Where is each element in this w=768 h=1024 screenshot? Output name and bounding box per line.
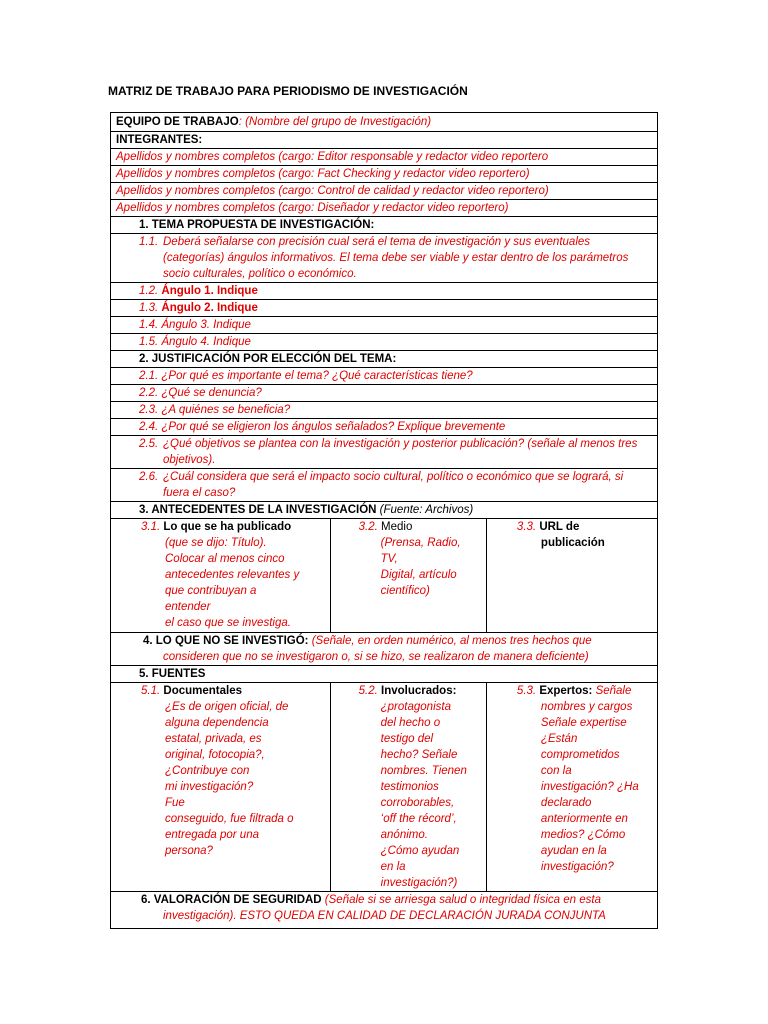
section-2-item-row [111,469,658,502]
col-3-2-line: (Prensa, Radio, [380,537,461,549]
col-5-3-num: 5.3. [516,685,537,697]
col-3-2-body [359,535,481,599]
col-5-3-body [517,699,652,875]
team-label: EQUIPO DE TRABAJO [116,116,239,128]
involved-column [330,683,486,892]
section-2-heading: 2. JUSTIFICACIÓN POR ELECCIÓN DEL TEMA: [111,351,658,368]
col-5-2-line: investigación?) [380,877,458,889]
section-1-item-row [111,334,658,351]
work-matrix-table [110,112,658,929]
col-5-2-line: anónimo. [380,829,428,841]
section-3-heading-row [111,502,658,519]
col-5-3-line: anteriormente en [540,813,628,825]
col-3-2-num: 3.2. [358,521,378,533]
col-5-2-title: Involucrados: [381,685,457,697]
experts-column [486,683,657,892]
item-1-1 [139,234,652,282]
col-5-1-line: ¿Es de origen oficial, de [165,701,289,713]
col-5-1-body [141,699,325,859]
col-3-3-title-2: publicación [540,537,605,549]
col-5-2-line: del hecho o [380,717,441,729]
section-5-columns-row [111,683,658,892]
members-label: INTEGRANTES: [116,134,203,146]
section-4-note-start: (Señale, en orden numérico, al menos tres hechos que [311,635,592,647]
col-5-1-line: original, fotocopia?, [165,749,265,761]
col-3-1-body [141,535,325,631]
col-3-1-title: Lo que se ha publicado [163,521,292,533]
published-column [111,519,331,633]
col-5-1-line: alguna dependencia [165,717,269,729]
section-2-item-row [111,402,658,419]
item-1-1-text: Deberá señalarse con precisión cual será el tema de investigación y sus eventuales (categorías) ángulos informativos. El tema debe ser viable y estar dentro de los parámetros socio culturales, político o económico. [163,236,629,280]
item-2-6 [139,469,652,501]
col-3-1-line: que contribuyan a [165,585,257,597]
member-row [111,200,658,217]
section-2-item-row [111,436,658,469]
section-2-item-row [111,368,658,385]
member-2: Apellidos y nombres completos (cargo: Fact Checking y redactor video reportero) [111,166,658,183]
col-5-3-line: ayudan en la [540,845,607,857]
section-1-item-row [111,234,658,283]
col-5-2-line: corroborables, [380,797,455,809]
team-sep: : [238,116,246,128]
item-2-4: 2.4. ¿Por qué se eligieron los ángulos señalados? Explique brevemente [111,419,658,436]
col-5-1-line: conseguido, fue filtrada o [165,813,294,825]
member-4: Apellidos y nombres completos (cargo: Diseñador y redactor video reportero) [111,200,658,217]
item-2-5-text: ¿Qué objetivos se plantea con la investigación y posterior publicación? (señale al menos tres objetivos). [163,438,638,466]
member-row [111,166,658,183]
col-5-3-line: nombres y cargos [540,701,633,713]
section-6-row [111,892,658,929]
section-1-item-row [111,300,658,317]
col-5-3-note: Señale [595,685,632,697]
col-3-1-num: 3.1. [141,521,161,533]
item-1-2-text: Ángulo 1. Indique [161,285,258,297]
section-2-item-row [111,419,658,436]
col-3-1-line: Colocar al menos cinco [165,553,285,565]
member-1: Apellidos y nombres completos (cargo: Editor responsable y redactor video reportero [111,149,658,166]
col-5-3-line: declarado [540,797,592,809]
section-6-note-rest: investigación). ESTO QUEDA EN CALIDAD DE DECLARACIÓN JURADA CONJUNTA [163,910,606,922]
col-5-2-line: ¿protagonista [380,701,451,713]
item-1-4: 1.4. Ángulo 3. Indique [111,317,658,334]
col-5-1-line: persona? [165,845,213,857]
member-row [111,149,658,166]
url-column [486,519,657,633]
col-5-3-line: ¿Están [540,733,578,745]
section-1-item-row [111,283,658,300]
col-3-1-line: entender [165,601,211,613]
item-2-6-text: ¿Cuál considera que será el impacto socio cultural, político o económico que se logrará, si fuera el caso? [163,471,624,499]
item-2-5 [139,436,652,468]
section-5-heading: 5. FUENTES [111,666,658,683]
col-5-2-line: testimonios [380,781,439,793]
col-5-2-body [359,699,481,891]
col-5-1-line: entregada por una [165,829,259,841]
team-hint: (Nombre del grupo de Investigación) [245,116,432,128]
col-5-1-line: mi investigación? [165,781,254,793]
item-1-1-num: 1.1. [139,236,159,248]
document-title: MATRIZ DE TRABAJO PARA PERIODISMO DE INVESTIGACIÓN [108,84,468,98]
col-5-2-line: ¿Cómo ayudan [380,845,460,857]
section-2-heading-row [111,351,658,368]
section-3-heading-note: (Fuente: Archivos) [376,504,474,516]
col-5-1-line: ¿Contribuye con [165,765,250,777]
section-4-heading: 4. LO QUE NO SE INVESTIGÓ: [143,635,309,647]
section-3-heading: 3. ANTECEDENTES DE LA INVESTIGACIÓN [139,504,377,516]
item-2-3: 2.3. ¿A quiénes se beneficia? [111,402,658,419]
section-4-note-rest: consideren que no se investigaron o, si se hizo, se realizaron de manera deficiente) [163,651,589,663]
col-5-3-line: investigación? [540,861,614,873]
item-2-5-num: 2.5. [139,438,159,450]
col-5-2-line: testigo del [380,733,434,745]
section-6-note-start: (Señale si se arriesga salud o integridad física en esta [321,894,601,906]
item-2-1: 2.1. ¿Por qué es importante el tema? ¿Qué características tiene? [111,368,658,385]
member-3: Apellidos y nombres completos (cargo: Control de calidad y redactor video reportero) [111,183,658,200]
section-4-row [111,633,658,666]
item-1-2-num: 1.2. [139,285,159,297]
member-row [111,183,658,200]
col-5-2-line: en la [380,861,406,873]
team-row [111,113,658,132]
documentary-column [111,683,331,892]
item-2-6-num: 2.6. [139,471,159,483]
members-header-row [111,132,658,149]
col-3-1-line: (que se dijo: Título). [165,537,267,549]
section-1-heading: 1. TEMA PROPUESTA DE INVESTIGACIÓN: [111,217,658,234]
col-3-2-title: Medio [381,521,413,533]
col-5-1-title: Documentales [163,685,242,697]
item-1-5: 1.5. Ángulo 4. Indique [111,334,658,351]
section-3-columns-row [111,519,658,633]
col-5-3-line: Señale expertise [540,717,627,729]
item-1-3-num: 1.3. [139,302,159,314]
section-1-heading-row [111,217,658,234]
col-5-2-line: nombres. Tienen [380,765,467,777]
col-3-1-line: el caso que se investiga. [165,617,291,629]
col-5-1-line: estatal, privada, es [165,733,262,745]
item-1-3-text: Ángulo 2. Indique [161,302,258,314]
col-3-2-line: Digital, artículo [380,569,457,581]
col-5-2-line: ‘off the récord’, [380,813,457,825]
item-2-2: 2.2. ¿Qué se denuncia? [111,385,658,402]
section-2-item-row [111,385,658,402]
section-1-item-row [111,317,658,334]
col-5-3-line: medios? ¿Cómo [540,829,626,841]
col-5-2-num: 5.2. [358,685,378,697]
col-5-1-line: Fue [165,797,185,809]
media-column [330,519,486,633]
col-3-2-line: científico) [380,585,430,597]
col-5-3-line: comprometidos [540,749,620,761]
col-3-2-line: TV, [380,553,398,565]
col-3-1-line: antecedentes relevantes y [165,569,300,581]
section-6-heading: 6. VALORACIÓN DE SEGURIDAD [141,894,322,906]
col-5-3-title: Expertos: [539,685,593,697]
col-5-3-line: con la [540,765,572,777]
section-5-heading-row [111,666,658,683]
col-5-1-num: 5.1. [141,685,161,697]
col-5-3-line: investigación? ¿Ha [540,781,639,793]
col-3-3-num: 3.3. [516,521,537,533]
col-3-3-title: URL de [539,521,580,533]
col-5-2-line: hecho? Señale [380,749,458,761]
